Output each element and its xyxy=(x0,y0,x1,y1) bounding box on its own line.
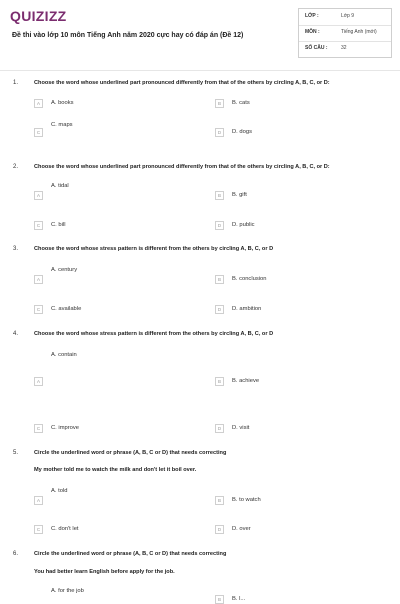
option-a[interactable]: A. tidal xyxy=(51,183,69,189)
option-d[interactable]: D. dogs xyxy=(232,129,252,135)
info-box xyxy=(298,8,392,58)
option-box-a[interactable]: A xyxy=(34,496,43,505)
option-box-d[interactable]: D xyxy=(215,128,224,137)
info-label: MÔN : xyxy=(305,29,320,35)
option-box-c[interactable]: C xyxy=(34,221,43,230)
option-box-d[interactable]: D xyxy=(215,221,224,230)
option-box-d[interactable]: D xyxy=(215,525,224,534)
option-box-b[interactable]: B xyxy=(215,595,224,604)
question-sentence: My mother told me to watch the milk and don't let it boil over. xyxy=(34,467,197,473)
option-a[interactable]: A. contain xyxy=(51,352,77,358)
option-box-c[interactable]: C xyxy=(34,424,43,433)
page-title: Đề thi vào lớp 10 môn Tiếng Anh năm 2020 cực hay có đáp án (Đề 12) xyxy=(12,32,244,39)
option-a[interactable]: A. books xyxy=(51,100,74,106)
question-text: Choose the word whose stress pattern is different from the others by circling A, B, C, or D xyxy=(34,331,274,337)
option-box-d[interactable]: D xyxy=(215,305,224,314)
option-box-c[interactable]: C xyxy=(34,305,43,314)
option-box-b[interactable]: B xyxy=(215,99,224,108)
info-value: Tiếng Anh (mới) xyxy=(341,29,377,35)
option-d[interactable]: D. public xyxy=(232,222,255,228)
info-row-class xyxy=(299,9,391,26)
info-label: SỐ CÂU : xyxy=(305,45,328,51)
info-label: LỚP : xyxy=(305,13,319,19)
question-text: Circle the underlined word or phrase (A, B, C or D) that needs correcting xyxy=(34,450,227,456)
question-number: 1. xyxy=(13,80,19,86)
option-a[interactable]: A. century xyxy=(51,267,78,273)
option-box-a[interactable]: A xyxy=(34,99,43,108)
option-box-d[interactable]: D xyxy=(215,424,224,433)
option-c[interactable]: C. available xyxy=(51,306,82,312)
option-a[interactable]: A. for the job xyxy=(51,588,84,594)
option-c[interactable]: C. don't let xyxy=(51,526,79,532)
option-b[interactable]: B. gift xyxy=(232,192,247,198)
option-box-a[interactable]: A xyxy=(34,377,43,386)
option-d[interactable]: D. visit xyxy=(232,425,250,431)
option-box-b[interactable]: B xyxy=(215,496,224,505)
option-c[interactable]: C. improve xyxy=(51,425,80,431)
option-a[interactable]: A. told xyxy=(51,488,68,494)
info-row-count xyxy=(299,41,391,57)
question-number: 4. xyxy=(13,331,19,337)
option-box-a[interactable]: A xyxy=(34,191,43,200)
option-box-b[interactable]: B xyxy=(215,191,224,200)
question-sentence: You had better learn English before apply for the job. xyxy=(34,569,175,575)
question-text: Choose the word whose underlined part pronounced differently from that of the others by circling A, B, C, or D: xyxy=(34,80,330,86)
question-number: 3. xyxy=(13,246,19,252)
question-number: 6. xyxy=(13,551,19,557)
option-box-c[interactable]: C xyxy=(34,128,43,137)
option-d[interactable]: D. ambition xyxy=(232,306,262,312)
option-c[interactable]: C. bill xyxy=(51,222,66,228)
question-text: Choose the word whose stress pattern is different from the others by circling A, B, C, or D xyxy=(34,246,274,252)
question-text: Circle the underlined word or phrase (A, B, C or D) that needs correcting xyxy=(34,551,227,557)
info-value: 32 xyxy=(341,45,347,51)
option-b[interactable]: B. l... xyxy=(232,596,246,602)
option-c[interactable]: C. maps xyxy=(51,122,73,128)
option-b[interactable]: B. to watch xyxy=(232,497,261,503)
question-number: 5. xyxy=(13,450,19,456)
quizizz-logo: QUIZIZZ xyxy=(10,8,67,24)
option-box-a[interactable]: A xyxy=(34,275,43,284)
option-b[interactable]: B. cats xyxy=(232,100,250,106)
option-b[interactable]: B. conclusion xyxy=(232,276,267,282)
option-d[interactable]: D. over xyxy=(232,526,251,532)
info-row-subject xyxy=(299,25,391,42)
option-box-b[interactable]: B xyxy=(215,377,224,386)
question-text: Choose the word whose underlined part pronounced differently from that of the others by circling A, B, C, or D: xyxy=(34,164,330,170)
option-box-b[interactable]: B xyxy=(215,275,224,284)
option-b[interactable]: B. achieve xyxy=(232,378,260,384)
info-value: Lớp 9 xyxy=(341,13,355,19)
option-box-c[interactable]: C xyxy=(34,525,43,534)
header-divider xyxy=(0,70,400,71)
question-number: 2. xyxy=(13,164,19,170)
